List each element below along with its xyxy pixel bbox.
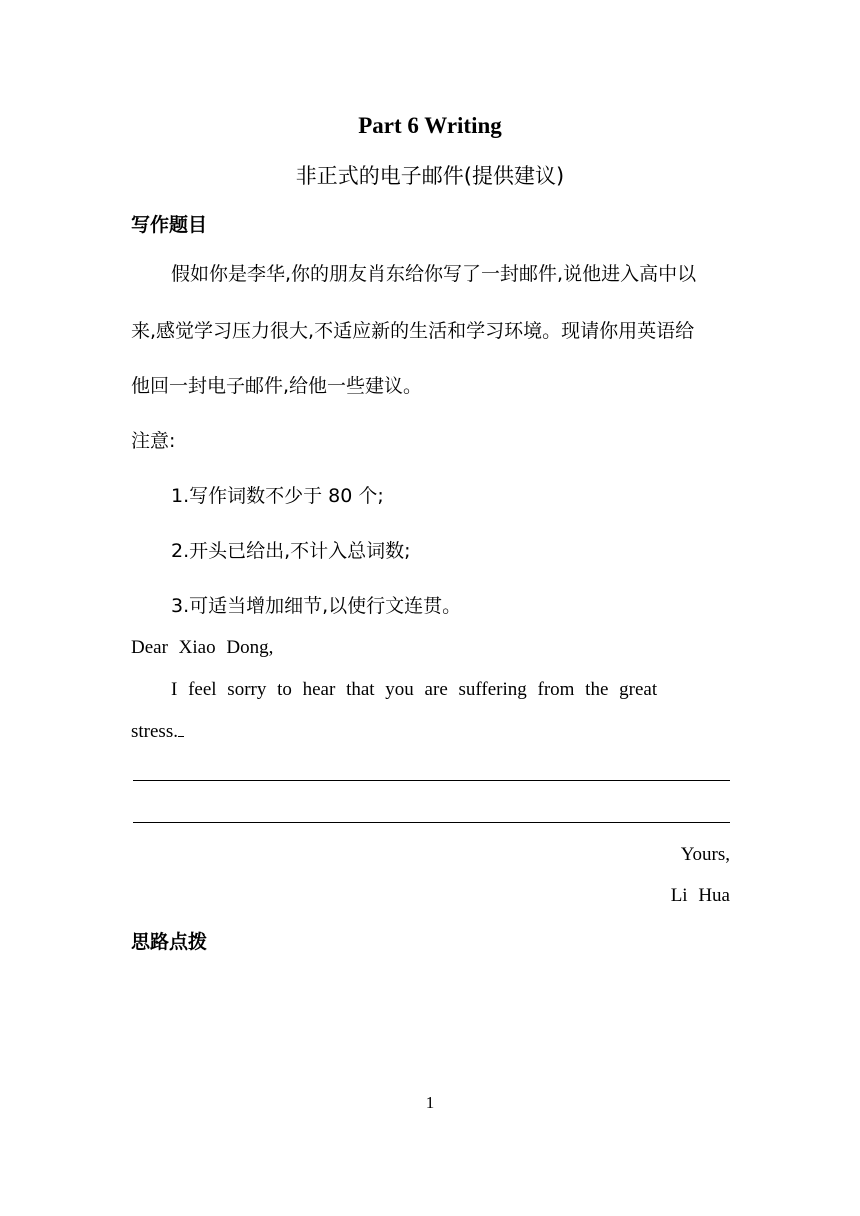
section-heading-writing-task: 写作题目 xyxy=(131,214,208,236)
letter-opening-line: I feel sorry to hear that you are suffering from the great xyxy=(171,679,658,700)
answer-line-1 xyxy=(133,780,730,781)
answer-line-2 xyxy=(133,822,730,823)
page-title: Part 6 Writing xyxy=(358,113,502,138)
note-item-3: 3.可适当增加细节,以使行文连贯。 xyxy=(171,595,462,617)
letter-signature: Li Hua xyxy=(670,885,730,906)
prompt-line-3: 他回一封电子邮件,给他一些建议。 xyxy=(131,375,423,397)
answer-blank-inline xyxy=(178,720,184,737)
prompt-line-1: 假如你是李华,你的朋友肖东给你写了一封邮件,说他进入高中以 xyxy=(171,263,697,285)
letter-closing: Yours, xyxy=(680,844,730,865)
letter-opening-continuation xyxy=(131,720,184,743)
letter-opening-text: stress. xyxy=(131,721,178,742)
page-subtitle: 非正式的电子邮件(提供建议) xyxy=(295,164,565,188)
tips-heading: 思路点拨 xyxy=(131,931,208,953)
prompt-line-2: 来,感觉学习压力很大,不适应新的生活和学习环境。现请你用英语给 xyxy=(131,320,695,342)
letter-salutation: Dear Xiao Dong, xyxy=(131,637,274,658)
note-item-1: 1.写作词数不少于 80 个; xyxy=(171,485,384,507)
notes-label: 注意: xyxy=(131,430,176,452)
note-item-2: 2.开头已给出,不计入总词数; xyxy=(171,540,411,562)
page-number: 1 xyxy=(425,1093,435,1112)
